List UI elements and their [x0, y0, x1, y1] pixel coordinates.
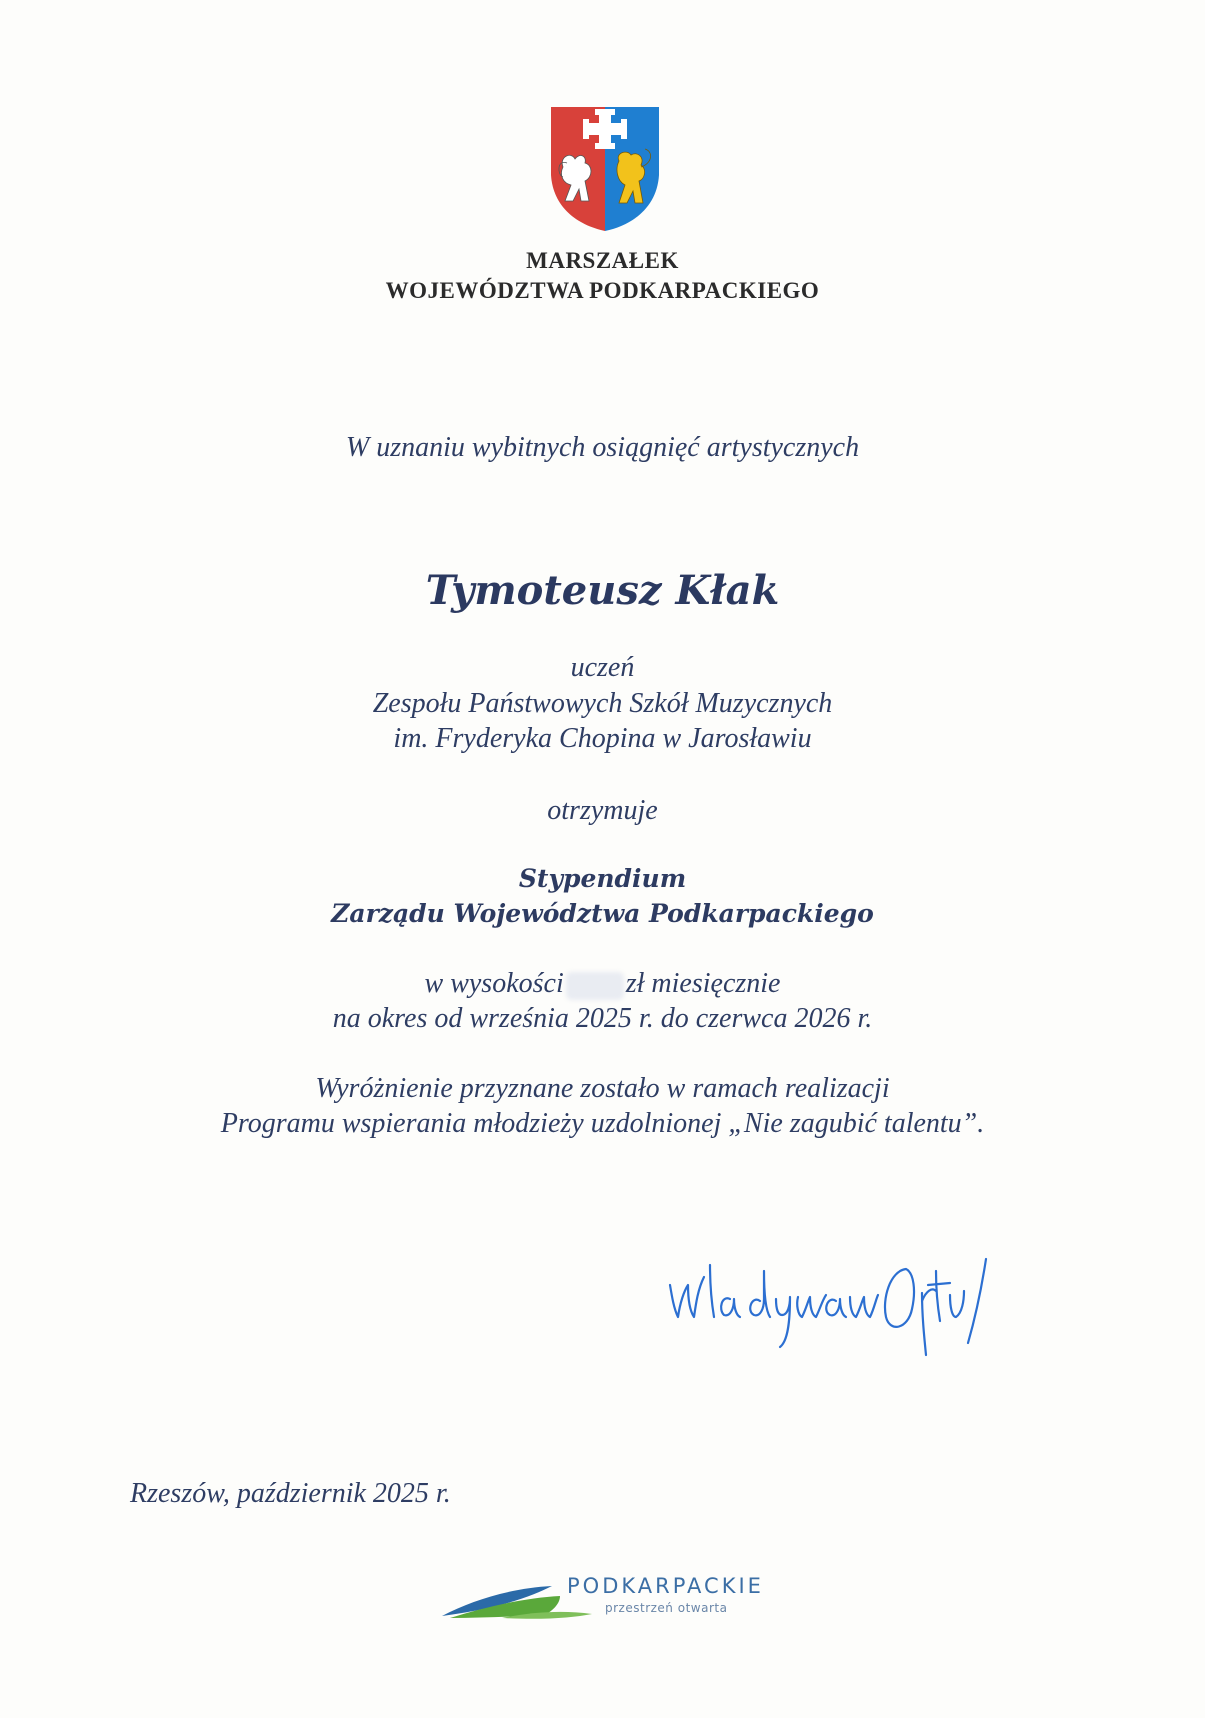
intro-text: W uznaniu wybitnych osiągnięć artystycznych	[345, 432, 860, 463]
award-line2: Zarządu Województwa Podkarpackiego	[331, 899, 874, 928]
logo-wordmark: PODKARPACKIE	[567, 1574, 764, 1598]
coat-of-arms-icon	[549, 105, 661, 233]
role-text: uczeń	[570, 652, 635, 683]
recipient-name: Tymoteusz Kłak	[425, 567, 780, 614]
header-title-line1: MARSZAŁEK	[526, 248, 679, 273]
redacted-amount	[566, 972, 624, 1000]
verb-text: otrzymuje	[547, 795, 658, 826]
logo-tagline: przestrzeń otwarta	[605, 1601, 728, 1615]
amount-suffix: zł miesięcznie	[625, 968, 781, 999]
header-title-line2: WOJEWÓDZTWA PODKARPACKIEGO	[385, 278, 820, 303]
school-line2: im. Fryderyka Chopina w Jarosławiu	[393, 723, 812, 754]
program-line2: Programu wspierania młodzieży uzdolnionej „Nie zagubić talentu”.	[220, 1108, 985, 1139]
program-line1: Wyróżnienie przyznane zostało w ramach realizacji	[315, 1073, 890, 1104]
place-date: Rzeszów, październik 2025 r.	[130, 1478, 451, 1509]
amount-prefix: w wysokości	[424, 968, 564, 999]
amount-line	[0, 968, 1205, 1000]
signature-image	[660, 1225, 1005, 1360]
school-line1: Zespołu Państwowych Szkół Muzycznych	[372, 688, 833, 719]
period-text: na okres od września 2025 r. do czerwca 2026 r.	[332, 1003, 873, 1034]
award-line1: Stypendium	[518, 864, 687, 893]
